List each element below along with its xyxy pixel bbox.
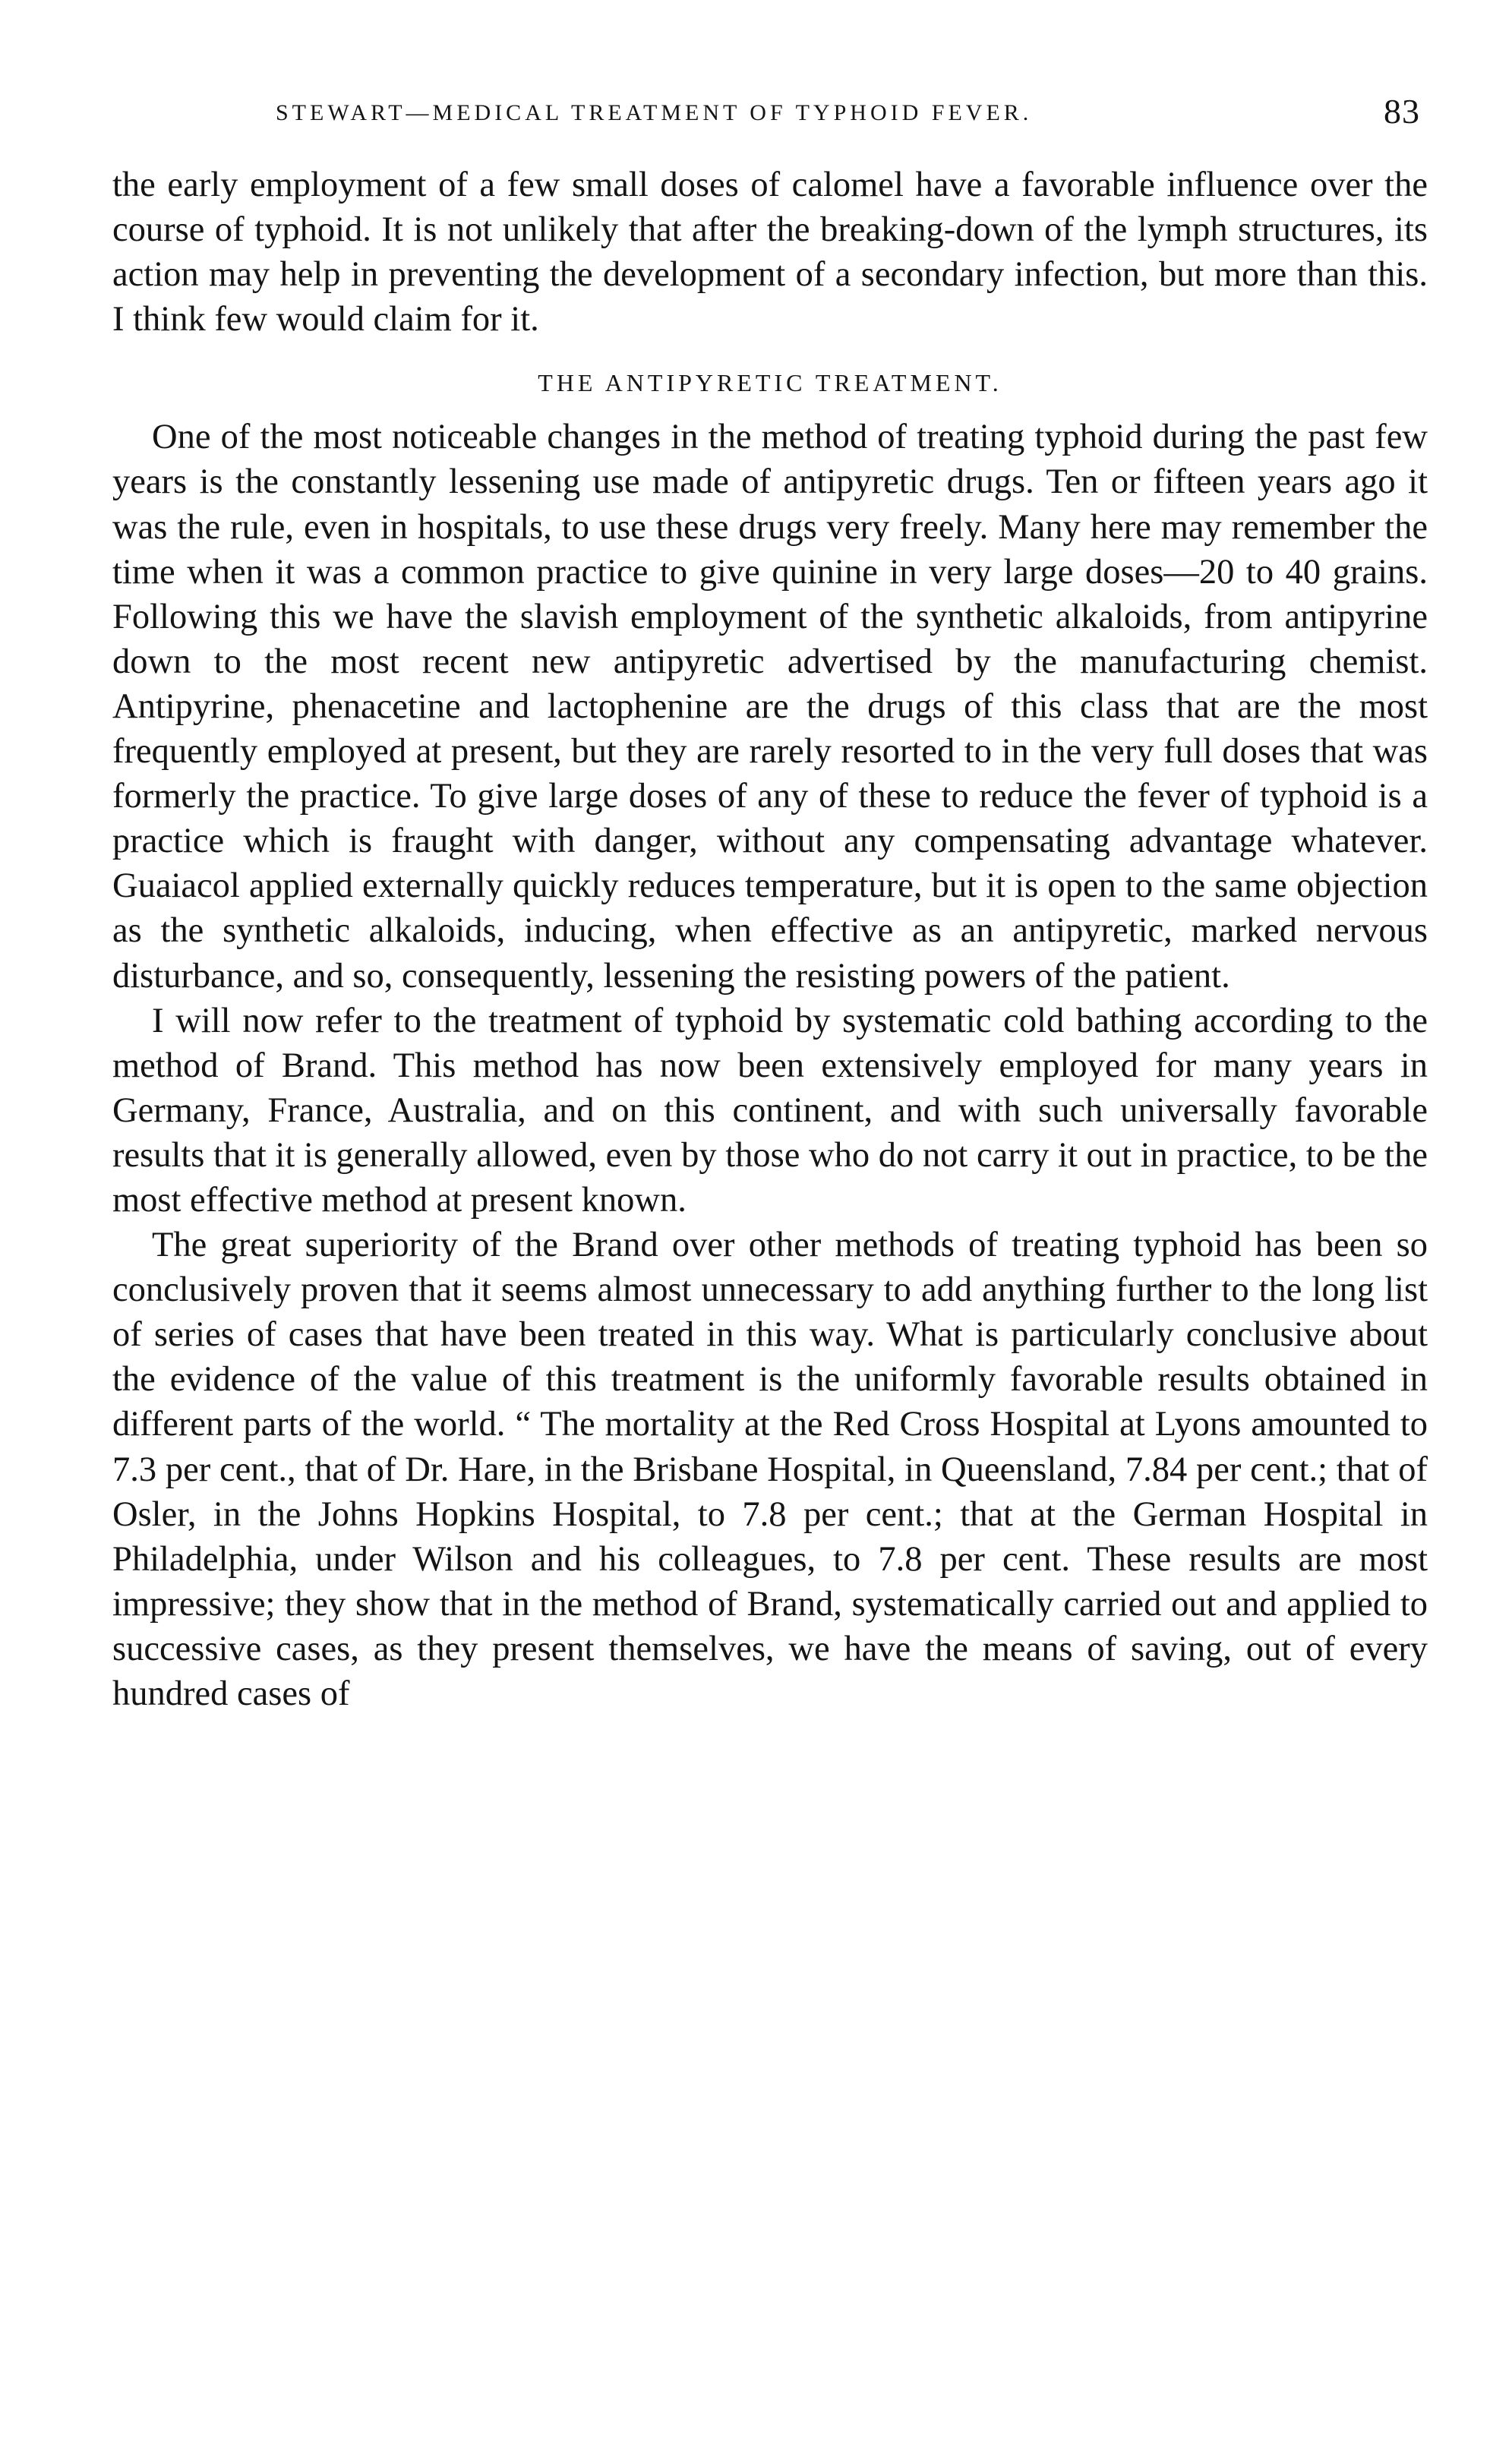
paragraph-calomel-continuation: the early employment of a few small doses of calomel have a favorable influence over the course of typhoid. It is not unlikely that after the breaking-down of the lymph structures, its action may help in preventing the development of a secondary infection, but more than this. I think few would claim for it. [112, 166, 1428, 339]
book-page [112, 90, 1428, 1716]
paragraph-brand-method: I will now refer to the treatment of typhoid by systematic cold bathing according to the method of Brand. This method has now been extensively employed for many years in Germany, France, Australia, and on this continent, and with such universally favorable results that it is generally allowed, even by those who do not carry it out in practice, to be the most effective method at present known. [112, 1001, 1428, 1220]
paragraph-antipyretic-drugs: One of the most noticeable changes in the method of treating typhoid during the past few years is the constantly lessening use made of antipyretic drugs. Ten or fifteen years ago it was the rule, even in hospitals, to use these drugs very freely. Many here may remember the time when it was a common practice to give quinine in very large doses—20 to 40 grains. Following this we have the slavish employment of the synthetic alkaloids, from antipyrine down to the most recent new antipyretic advertised by the manufacturing chemist. Antipyrine, phenacetine and lactophenine are the drugs of this class that are the most frequently employed at present, but they are rarely resorted to in the very full doses that was formerly the practice. To give large doses of any of these to reduce the fever of typhoid is a practice which is fraught with danger, without any compensating advantage whatever. Guaiacol applied externally quickly reduces temperature, but it is open to the same objection as the synthetic alkaloids, inducing, when effective as an antipyretic, marked nervous disturbance, and so, consequently, lessening the resisting powers of the patient. [112, 418, 1428, 996]
page-number: 83 [1384, 92, 1420, 131]
running-head-title: STEWART—MEDICAL TREATMENT OF TYPHOID FEVER. [276, 100, 1033, 125]
body-text [112, 163, 1428, 1716]
section-heading: THE ANTIPYRETIC TREATMENT. [538, 369, 1002, 397]
paragraph-brand-superiority: The great superiority of the Brand over other methods of treating typhoid has been so conclusively proven that it seems almost unnecessary to add anything further to the long list of series of cases that have been treated in this way. What is particularly conclusive about the evidence of the value of this treatment is the uniformly favorable results obtained in different parts of the world. “ The mortality at the Red Cross Hospital at Lyons amounted to 7.3 per cent., that of Dr. Hare, in the Brisbane Hospital, in Queensland, 7.84 per cent.; that of Osler, in the Johns Hopkins Hospital, to 7.8 per cent.; that at the German Hospital in Philadelphia, under Wilson and his colleagues, to 7.8 per cent. These results are most impressive; they show that in the method of Brand, systematically carried out and applied to successive cases, as they present themselves, we have the means of saving, out of every hundred cases of [112, 1226, 1428, 1713]
running-head [112, 90, 1428, 135]
